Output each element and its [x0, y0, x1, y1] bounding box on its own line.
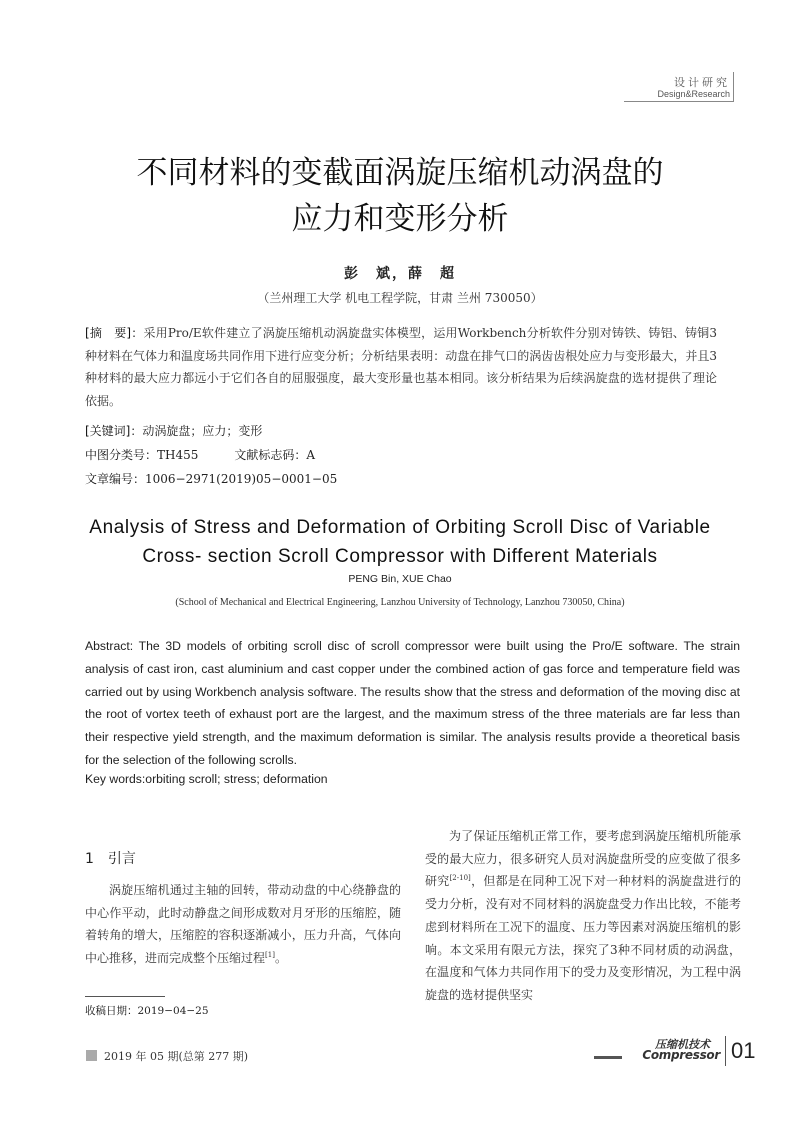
affiliation-cn: （兰州理工大学 机电工程学院，甘肃 兰州 730050）: [257, 291, 543, 305]
abstract-en: [85, 635, 740, 772]
affiliation-en: (School of Mechanical and Electrical Engineering, Lanzhou University of Technology, Lanzhou 730050, China): [175, 597, 625, 608]
abstract-cn-text: 采用Pro/E软件建立了涡旋压缩机动涡旋盘实体模型，运用Workbench分析软件分别对铸铁、铸铝、铸铜3种材料在气体力和温度场共同作用下进行应变分析；分析结果表明：动盘在排气口的涡齿齿根处应力与变形最大，并且3种材料的最大应力都远小于它们各自的屈服强度，最大变形量也基本相同。该分析结果为后续涡旋盘的选材提供了理论依据。: [85, 326, 717, 408]
body-right-text-b: ，但都是在同种工况下对一种材料的涡旋盘进行的受力分析，没有对不同材料的涡旋盘受力作出比较，不能考虑到材料所在工况下的温度、压力等因素对涡旋压缩机的影响。本文采用有限元方法，探究了3种不同材质的动涡盘，在温度和气体力共同作用下的受力及变形情况，为工程中涡旋盘的选材提供坚实: [425, 874, 741, 1002]
keywords-en-label: Key words:: [85, 772, 146, 786]
header-divider-vertical: [733, 72, 734, 102]
body-right-column: [425, 825, 741, 1007]
section-title: 引言: [107, 851, 136, 867]
journal-logo: [594, 1036, 720, 1064]
title-en-line-1: Analysis of Stress and Deformation of Orbiting Scroll Disc of Variable: [89, 517, 711, 538]
citation-ref-range: [2-10]: [449, 874, 471, 883]
footnote-divider: [85, 996, 165, 997]
doc-code-label: 文献标志码：: [234, 448, 307, 462]
title-cn-line-1: 不同材料的变截面涡旋压缩机动涡盘的: [136, 155, 664, 191]
section-label-en: Design&Research: [657, 89, 730, 99]
keywords-en: [85, 772, 328, 786]
issue-info: 2019 年 05 期(总第 277 期): [104, 1050, 249, 1063]
journal-name-cn: 压缩机技术: [655, 1038, 710, 1051]
authors-cn: 彭 斌，薛 超: [344, 266, 456, 282]
keywords-en-text: orbiting scroll; stress; deformation: [145, 772, 328, 786]
title-en-line-2: Cross- section Scroll Compressor with Different Materials: [142, 546, 658, 567]
doc-code-value: A: [306, 448, 316, 462]
section-number: 1: [85, 851, 94, 867]
article-number-label: 文章编号：: [85, 472, 146, 486]
received-value: 2019−04−25: [137, 1005, 209, 1017]
body-left-column: [85, 879, 401, 970]
body-left-text: 涡旋压缩机通过主轴的回转，带动动盘的中心绕静盘的中心作平动，此时动静盘之间形成数对月牙形的压缩腔，随着转角的增大，压缩腔的容积逐渐减小，压力升高，气体向中心推移，进而完成整个压缩过程: [85, 883, 401, 966]
page-number-divider: [725, 1036, 726, 1066]
abstract-cn: [85, 322, 717, 412]
paper-title-cn: [0, 150, 800, 242]
clc-value: TH455: [157, 448, 199, 462]
footer-marker: [86, 1050, 97, 1061]
article-number-value: 1006−2971(2019)05−0001−05: [145, 472, 338, 486]
body-left-end: 。: [274, 951, 287, 966]
abstract-cn-label: [摘 要]：: [85, 326, 144, 340]
received-label: 收稿日期：: [85, 1005, 138, 1017]
header-divider: [624, 101, 734, 102]
received-date: [85, 1003, 209, 1018]
paper-title-en: [0, 513, 800, 571]
clc-label: 中图分类号：: [85, 448, 158, 462]
page-number: 01: [731, 1038, 756, 1063]
body-right-text-a: 为了保证压缩机正常工作，要考虑到涡旋压缩机所能承受的最大应力，很多研究人员对涡旋盘所受的应变做了很多研究: [425, 829, 741, 889]
keywords-cn: [85, 422, 262, 439]
keywords-cn-label: [关键词]：: [85, 424, 143, 438]
journal-name-en: Compressor: [642, 1048, 720, 1062]
keywords-cn-text: 动涡旋盘；应力；变形: [142, 424, 263, 438]
citation-ref: [1]: [265, 951, 275, 960]
title-cn-line-2: 应力和变形分析: [291, 201, 509, 237]
classification: [85, 446, 315, 463]
section-heading: [85, 848, 136, 868]
journal-logo-bar: [594, 1056, 622, 1059]
section-label-cn: 设计研究: [674, 76, 730, 89]
abstract-en-text: The 3D models of orbiting scroll disc of scroll compressor were built using the Pro/E software. The strain analysis of cast iron, cast aluminium and cast copper under the combined action of gas force and temperature field was carried out by using Workbench analysis software. The results show that the stress and deformation of the moving disc at the root of vortex teeth of exhaust port are the largest, and the maximum stress of the three materials are far less than their respective yield strength, and the maximum deformation is similar. The analysis results provide a theoretical basis for the selection of the following scrolls.: [85, 639, 740, 767]
article-number: [85, 470, 337, 487]
abstract-en-label: Abstract:: [85, 639, 134, 653]
authors-en: PENG Bin, XUE Chao: [348, 573, 452, 585]
